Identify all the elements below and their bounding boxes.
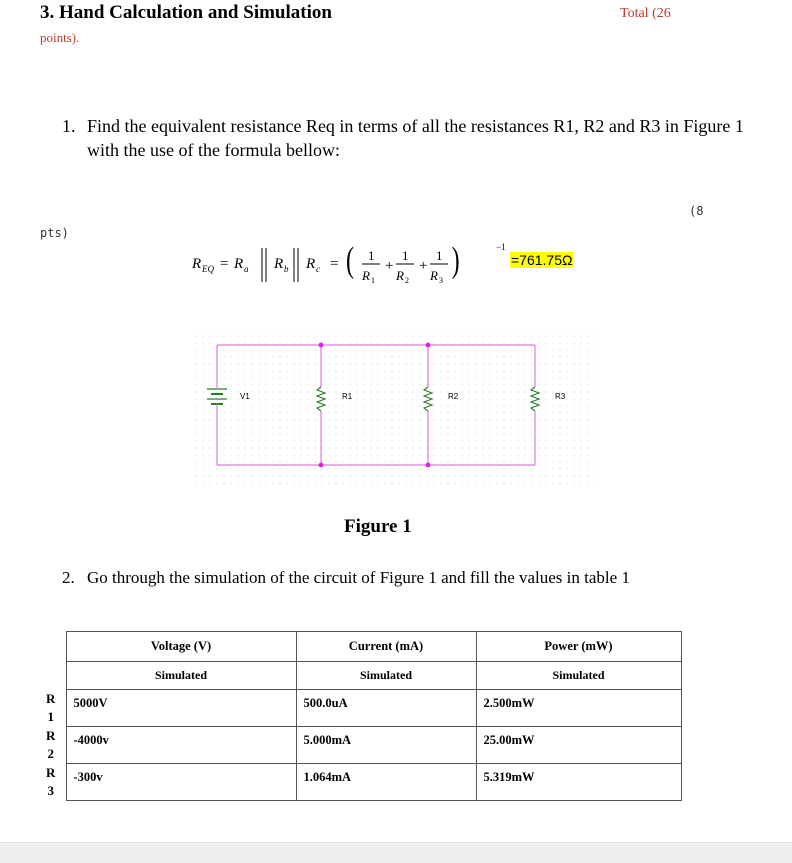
svg-text:R: R [306, 256, 316, 272]
question-1-points-open: (8 [689, 204, 704, 218]
cell-power: 5.319mW [476, 764, 681, 801]
question-2-text: Go through the simulation of the circuit of Figure 1 and fill the values in table 1 [87, 568, 630, 587]
subheader-voltage: Simulated [66, 662, 296, 690]
figure-caption: Figure 1 [344, 516, 412, 537]
cell-power: 2.500mW [476, 690, 681, 727]
header-voltage: Voltage (V) [66, 632, 296, 662]
cell-current: 1.064mA [296, 764, 476, 801]
svg-text:2: 2 [405, 276, 409, 285]
row-label: R 1 [36, 690, 66, 727]
table-header-row [36, 632, 681, 662]
cell-power: 25.00mW [476, 727, 681, 764]
svg-text:3: 3 [439, 276, 443, 285]
svg-text:1: 1 [402, 248, 409, 263]
footer-bar [0, 842, 792, 863]
section-title: 3. Hand Calculation and Simulation [40, 2, 332, 23]
header-power [476, 632, 681, 662]
svg-text:=: = [220, 256, 229, 272]
formula-result: =761.75Ω [511, 252, 573, 268]
node-dot [319, 463, 324, 468]
svg-text:b: b [284, 264, 289, 274]
svg-text:a: a [244, 264, 249, 274]
question-1-text: Find the equivalent resistance Req in terms of all the resistances R1, R2 and R3 in Figure 1 with the use of the formula bellow: [87, 116, 744, 160]
svg-text:=: = [330, 256, 339, 272]
svg-text:): ) [451, 239, 460, 280]
svg-text:R: R [234, 256, 244, 272]
row-label: R 3 [36, 764, 66, 801]
node-dot [426, 463, 431, 468]
svg-text:+: + [419, 258, 428, 274]
question-1-number: 1. [62, 116, 76, 136]
svg-text:c: c [316, 264, 320, 274]
total-points: Total (26 [620, 6, 671, 21]
subheader-power: Simulated [476, 662, 681, 690]
cell-current: 5.000mA [296, 727, 476, 764]
svg-text:−1: −1 [496, 242, 506, 252]
svg-text:EQ: EQ [202, 264, 214, 274]
svg-text:R: R [430, 268, 438, 283]
cell-voltage: -300v [66, 764, 296, 801]
label-r2: R2 [448, 392, 459, 401]
cell-current: 500.0uA [296, 690, 476, 727]
svg-text:R: R [362, 268, 370, 283]
points-label: points). [40, 30, 80, 45]
label-r3: R3 [555, 392, 566, 401]
svg-text:R: R [396, 268, 404, 283]
svg-text:1: 1 [368, 248, 375, 263]
subheader-current: Simulated [296, 662, 476, 690]
svg-text:R: R [274, 256, 284, 272]
svg-text:R: R [192, 256, 202, 272]
svg-text:+: + [385, 258, 394, 274]
svg-text:(: ( [346, 239, 354, 280]
table-row [36, 727, 681, 764]
label-r1: R1 [342, 392, 353, 401]
node-dot [319, 343, 324, 348]
header-power-label: Power (mW) [544, 639, 613, 653]
table-row [36, 690, 681, 727]
svg-text:1: 1 [436, 248, 443, 263]
node-dot [426, 343, 431, 348]
row-label: R 2 [36, 727, 66, 764]
svg-text:1: 1 [371, 276, 375, 285]
circuit-diagram [195, 335, 595, 485]
cell-voltage: -4000v [66, 727, 296, 764]
table-subheader-row [36, 662, 681, 690]
results-table [36, 631, 682, 801]
header-current: Current (mA) [296, 632, 476, 662]
question-2-number: 2. [62, 568, 75, 587]
question-1-points-close: pts) [40, 226, 69, 240]
cell-voltage: 5000V [66, 690, 296, 727]
table-row [36, 764, 681, 801]
label-v1: V1 [240, 392, 250, 401]
